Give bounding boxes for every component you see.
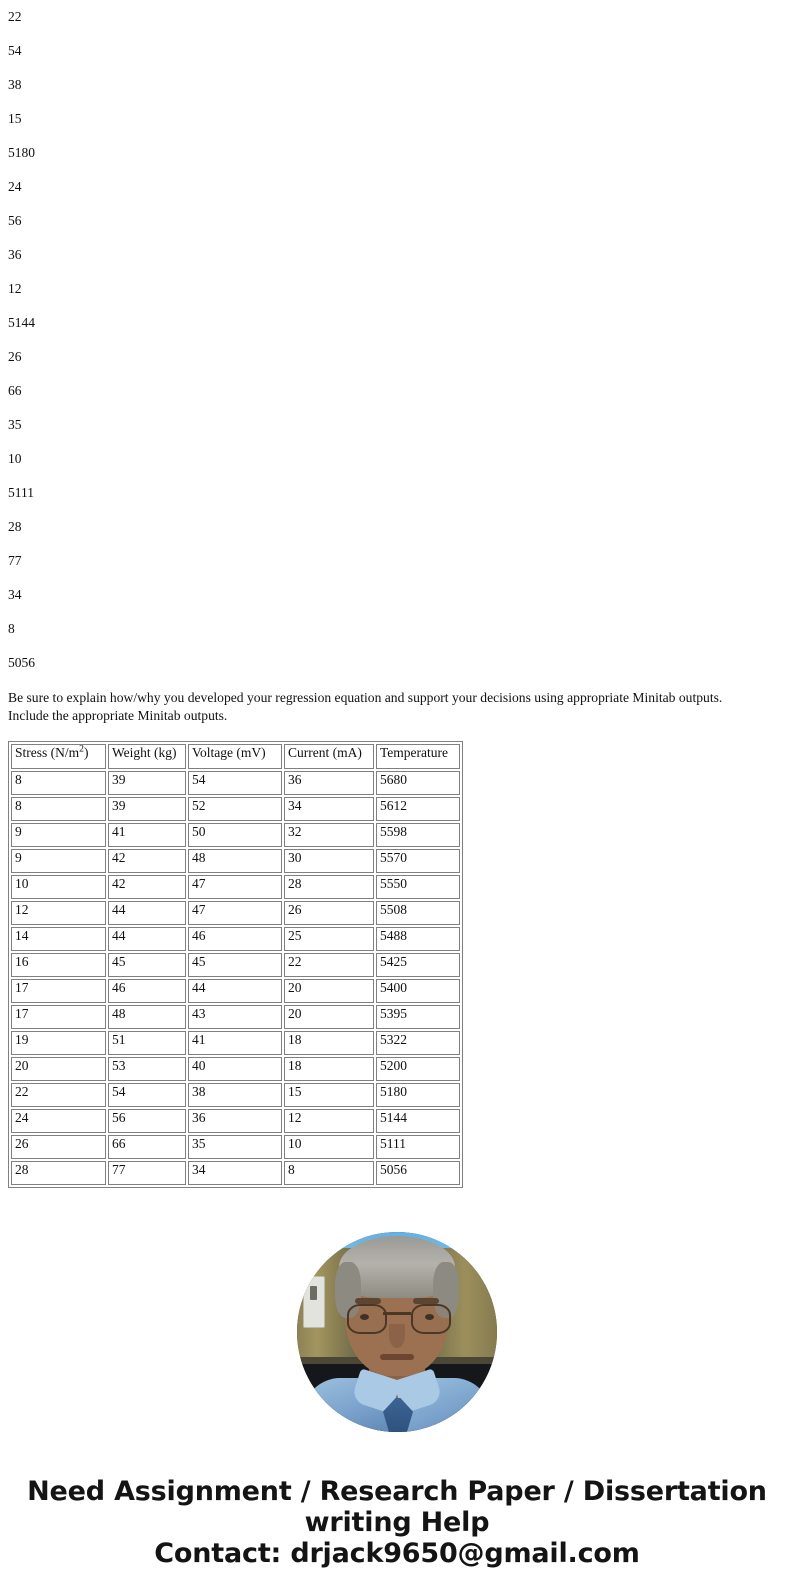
loose-value-item: 26 <box>8 349 22 364</box>
cell-voltage: 45 <box>188 953 282 977</box>
table-row <box>11 1109 460 1133</box>
profile-photo <box>297 1232 497 1432</box>
column-header-weight: Weight (kg) <box>108 744 186 769</box>
cell-weight: 42 <box>108 849 186 873</box>
cell-voltage: 48 <box>188 849 282 873</box>
cell-current: 12 <box>284 1109 374 1133</box>
cell-temperature: 5144 <box>376 1109 460 1133</box>
cell-weight: 44 <box>108 901 186 925</box>
table-row <box>11 1031 460 1055</box>
cell-temperature: 5598 <box>376 823 460 847</box>
table-row <box>11 927 460 951</box>
table-row <box>11 1083 460 1107</box>
loose-value-item: 10 <box>8 451 22 466</box>
cell-stress: 17 <box>11 979 106 1003</box>
cell-temperature: 5425 <box>376 953 460 977</box>
cell-stress: 8 <box>11 797 106 821</box>
cell-temperature: 5200 <box>376 1057 460 1081</box>
loose-value-item: 5180 <box>8 145 35 160</box>
cell-stress: 8 <box>11 771 106 795</box>
loose-value-item: 34 <box>8 587 22 602</box>
cell-weight: 77 <box>108 1161 186 1185</box>
cell-stress: 26 <box>11 1135 106 1159</box>
cell-current: 10 <box>284 1135 374 1159</box>
cell-temperature: 5180 <box>376 1083 460 1107</box>
cell-current: 18 <box>284 1057 374 1081</box>
loose-values-list <box>0 0 794 680</box>
cell-current: 26 <box>284 901 374 925</box>
photo-mouth <box>380 1354 414 1360</box>
cell-temperature: 5612 <box>376 797 460 821</box>
cell-weight: 44 <box>108 927 186 951</box>
cell-current: 18 <box>284 1031 374 1055</box>
cell-temperature: 5400 <box>376 979 460 1003</box>
promo-contact-email: Contact: drjack9650@gmail.com <box>154 1538 640 1569</box>
cell-stress: 24 <box>11 1109 106 1133</box>
data-table-container <box>0 725 794 1188</box>
loose-value-item: 5144 <box>8 315 35 330</box>
promo-line-2: writing Help <box>304 1507 490 1538</box>
cell-voltage: 46 <box>188 927 282 951</box>
cell-voltage: 47 <box>188 901 282 925</box>
cell-voltage: 52 <box>188 797 282 821</box>
cell-weight: 39 <box>108 797 186 821</box>
cell-stress: 9 <box>11 823 106 847</box>
table-row <box>11 901 460 925</box>
table-row <box>11 1005 460 1029</box>
cell-temperature: 5508 <box>376 901 460 925</box>
cell-temperature: 5488 <box>376 927 460 951</box>
loose-value-item: 22 <box>8 9 22 24</box>
stress-label-suffix: ) <box>83 745 89 760</box>
cell-stress: 16 <box>11 953 106 977</box>
cell-weight: 48 <box>108 1005 186 1029</box>
cell-temperature: 5111 <box>376 1135 460 1159</box>
cell-weight: 42 <box>108 875 186 899</box>
column-header-stress <box>11 744 106 769</box>
promo-line-1: Need Assignment / Research Paper / Dissertation <box>27 1476 767 1507</box>
table-row <box>11 1135 460 1159</box>
table-row <box>11 1057 460 1081</box>
cell-weight: 46 <box>108 979 186 1003</box>
cell-stress: 9 <box>11 849 106 873</box>
cell-weight: 54 <box>108 1083 186 1107</box>
cell-current: 34 <box>284 797 374 821</box>
cell-stress: 17 <box>11 1005 106 1029</box>
loose-value-item: 24 <box>8 179 22 194</box>
portrait-block <box>0 1232 794 1432</box>
cell-stress: 28 <box>11 1161 106 1185</box>
cell-stress: 12 <box>11 901 106 925</box>
loose-value-item: 54 <box>8 43 22 58</box>
cell-stress: 20 <box>11 1057 106 1081</box>
cell-voltage: 41 <box>188 1031 282 1055</box>
photo-wall-switch <box>303 1276 325 1328</box>
cell-current: 30 <box>284 849 374 873</box>
cell-temperature: 5680 <box>376 771 460 795</box>
table-row <box>11 875 460 899</box>
column-header-temperature: Temperature <box>376 744 460 769</box>
table-body <box>11 771 460 1185</box>
cell-current: 8 <box>284 1161 374 1185</box>
cell-voltage: 54 <box>188 771 282 795</box>
table-header-row <box>11 744 460 769</box>
stress-label-prefix: Stress (N/m <box>15 745 80 760</box>
cell-current: 25 <box>284 927 374 951</box>
cell-stress: 19 <box>11 1031 106 1055</box>
loose-value-item: 5056 <box>8 655 35 670</box>
loose-value-item: 8 <box>8 621 15 636</box>
cell-weight: 41 <box>108 823 186 847</box>
cell-current: 20 <box>284 979 374 1003</box>
measurements-table <box>8 741 463 1188</box>
cell-voltage: 50 <box>188 823 282 847</box>
cell-temperature: 5570 <box>376 849 460 873</box>
cell-weight: 56 <box>108 1109 186 1133</box>
cell-voltage: 47 <box>188 875 282 899</box>
loose-value-item: 5111 <box>8 485 34 500</box>
loose-value-item: 38 <box>8 77 22 92</box>
cell-current: 22 <box>284 953 374 977</box>
cell-stress: 14 <box>11 927 106 951</box>
table-row <box>11 849 460 873</box>
table-row <box>11 771 460 795</box>
table-row <box>11 797 460 821</box>
cell-voltage: 35 <box>188 1135 282 1159</box>
table-row <box>11 823 460 847</box>
loose-value-item: 28 <box>8 519 22 534</box>
table-row <box>11 953 460 977</box>
photo-eyeglass-right <box>411 1304 451 1334</box>
cell-voltage: 44 <box>188 979 282 1003</box>
table-row <box>11 979 460 1003</box>
cell-current: 20 <box>284 1005 374 1029</box>
loose-value-item: 77 <box>8 553 22 568</box>
loose-value-item: 15 <box>8 111 22 126</box>
cell-temperature: 5056 <box>376 1161 460 1185</box>
cell-current: 32 <box>284 823 374 847</box>
photo-eyeglass-bridge <box>383 1312 411 1315</box>
instruction-paragraph: Be sure to explain how/why you developed your regression equation and support your decisions using appropriate Minitab outputs. Include the appropriate Minitab outputs. <box>8 690 723 723</box>
cell-current: 28 <box>284 875 374 899</box>
cell-temperature: 5395 <box>376 1005 460 1029</box>
cell-temperature: 5550 <box>376 875 460 899</box>
table-row <box>11 1161 460 1185</box>
cell-weight: 51 <box>108 1031 186 1055</box>
column-header-current: Current (mA) <box>284 744 374 769</box>
cell-voltage: 34 <box>188 1161 282 1185</box>
cell-current: 36 <box>284 771 374 795</box>
cell-current: 15 <box>284 1083 374 1107</box>
cell-voltage: 38 <box>188 1083 282 1107</box>
photo-eyeglass-left <box>347 1304 387 1334</box>
cell-voltage: 43 <box>188 1005 282 1029</box>
cell-weight: 39 <box>108 771 186 795</box>
cell-voltage: 40 <box>188 1057 282 1081</box>
cell-stress: 10 <box>11 875 106 899</box>
cell-weight: 53 <box>108 1057 186 1081</box>
column-header-voltage: Voltage (mV) <box>188 744 282 769</box>
photo-nose <box>389 1324 405 1348</box>
cell-temperature: 5322 <box>376 1031 460 1055</box>
loose-value-item: 12 <box>8 281 22 296</box>
loose-value-item: 36 <box>8 247 22 262</box>
loose-value-item: 66 <box>8 383 22 398</box>
cell-weight: 66 <box>108 1135 186 1159</box>
loose-value-item: 56 <box>8 213 22 228</box>
cell-voltage: 36 <box>188 1109 282 1133</box>
loose-value-item: 35 <box>8 417 22 432</box>
stress-label-exponent: 2 <box>79 744 84 755</box>
cell-stress: 22 <box>11 1083 106 1107</box>
cell-weight: 45 <box>108 953 186 977</box>
